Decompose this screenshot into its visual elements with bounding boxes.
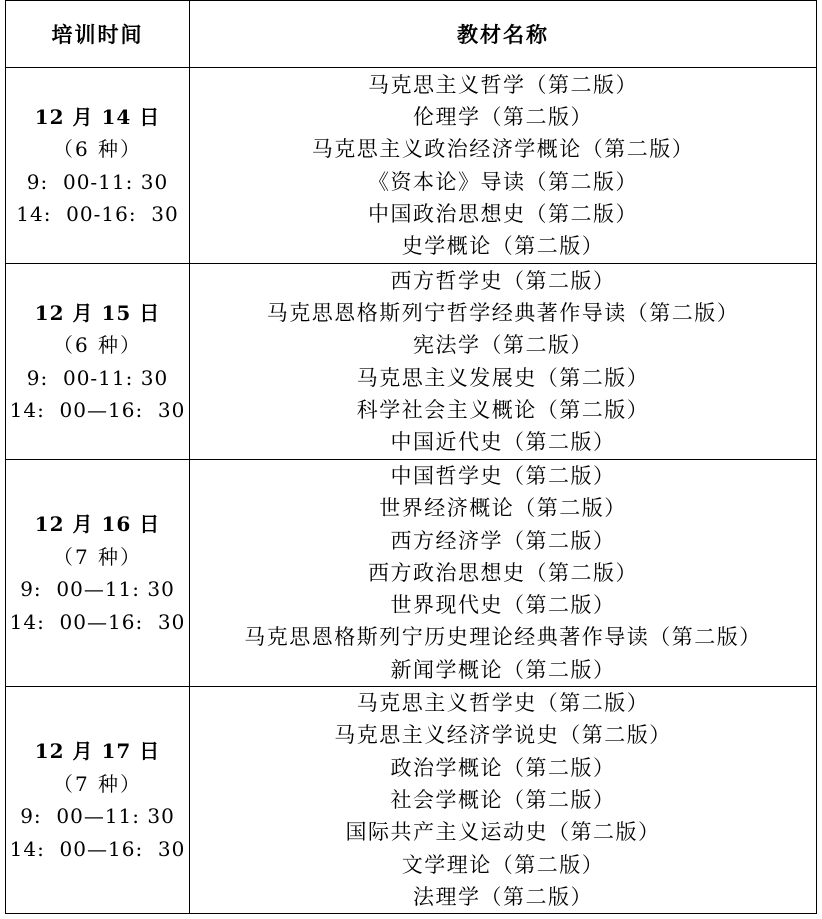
textbook-list-cell xyxy=(190,460,817,687)
textbook-name: 马克思主义政治经济学概论（第二版） xyxy=(311,137,695,162)
training-date: 12 月 16 日 xyxy=(34,512,161,537)
textbook-name: 马克思主义哲学（第二版） xyxy=(368,72,638,97)
textbook-count: （6 种） xyxy=(52,333,143,357)
textbook-name: 宪法学（第二版） xyxy=(413,333,593,358)
textbook-name: 政治学概论（第二版） xyxy=(390,755,616,780)
textbook-count: （6 种） xyxy=(52,137,143,161)
textbook-name: 西方经济学（第二版） xyxy=(390,528,616,553)
table-row xyxy=(6,264,817,460)
afternoon-session: 14: 00—16: 30 xyxy=(9,609,186,634)
training-date: 12 月 14 日 xyxy=(34,104,161,129)
textbook-name: 世界现代史（第二版） xyxy=(390,593,616,618)
table-row xyxy=(6,687,817,914)
header-training-time: 培训时间 xyxy=(6,1,190,68)
textbook-name: 文学理论（第二版） xyxy=(401,852,605,877)
table-row xyxy=(6,460,817,687)
textbook-name: 马克思主义经济学说史（第二版） xyxy=(334,723,672,748)
textbook-name: 马克思主义发展史（第二版） xyxy=(356,365,650,390)
afternoon-session: 14: 00-16: 30 xyxy=(16,202,179,226)
table-header xyxy=(6,1,817,68)
textbook-name: 中国政治思想史（第二版） xyxy=(368,201,638,226)
textbook-name: 国际共产主义运动史（第二版） xyxy=(345,820,661,845)
training-date: 12 月 15 日 xyxy=(34,300,161,325)
table-body xyxy=(6,68,817,914)
textbook-name: 世界经济概论（第二版） xyxy=(379,496,627,521)
training-time-cell xyxy=(6,68,190,264)
table-row xyxy=(6,68,817,264)
textbook-name: 中国哲学史（第二版） xyxy=(390,464,616,488)
textbook-name: 社会学概论（第二版） xyxy=(390,787,616,812)
textbook-name: 法理学（第二版） xyxy=(413,884,593,909)
textbook-name: 科学社会主义概论（第二版） xyxy=(356,397,650,422)
textbook-name: 西方哲学史（第二版） xyxy=(390,268,616,293)
textbook-list-cell xyxy=(190,264,817,460)
training-time-cell xyxy=(6,687,190,914)
textbook-list-cell xyxy=(190,687,817,914)
header-row xyxy=(6,1,817,68)
textbook-name: 《资本论》导读（第二版） xyxy=(368,169,638,194)
textbook-name: 史学概论（第二版） xyxy=(401,234,605,259)
morning-session: 9: 00-11: 30 xyxy=(26,365,169,390)
textbook-name: 西方政治思想史（第二版） xyxy=(368,560,638,585)
textbook-count: （7 种） xyxy=(52,544,143,569)
textbook-name: 马克思恩格斯列宁哲学经典著作导读（第二版） xyxy=(266,300,740,325)
training-time-cell xyxy=(6,460,190,687)
afternoon-session: 14: 00—16: 30 xyxy=(9,398,186,422)
textbook-name: 新闻学概论（第二版） xyxy=(390,657,616,682)
training-time-cell xyxy=(6,264,190,460)
afternoon-session: 14: 00—16: 30 xyxy=(9,836,186,861)
training-date: 12 月 17 日 xyxy=(34,739,161,764)
textbook-name: 中国近代史（第二版） xyxy=(390,430,616,455)
textbook-list-cell xyxy=(190,68,817,264)
header-textbook-name: 教材名称 xyxy=(190,1,817,68)
morning-session: 9: 00-11: 30 xyxy=(26,169,169,194)
training-schedule-table xyxy=(5,0,817,914)
textbook-name: 马克思主义哲学史（第二版） xyxy=(356,691,650,716)
morning-session: 9: 00—11: 30 xyxy=(20,804,175,829)
textbook-name: 马克思恩格斯列宁历史理论经典著作导读（第二版） xyxy=(244,625,762,650)
textbook-name: 伦理学（第二版） xyxy=(413,104,593,129)
morning-session: 9: 00—11: 30 xyxy=(20,577,175,602)
textbook-count: （7 种） xyxy=(52,771,143,796)
